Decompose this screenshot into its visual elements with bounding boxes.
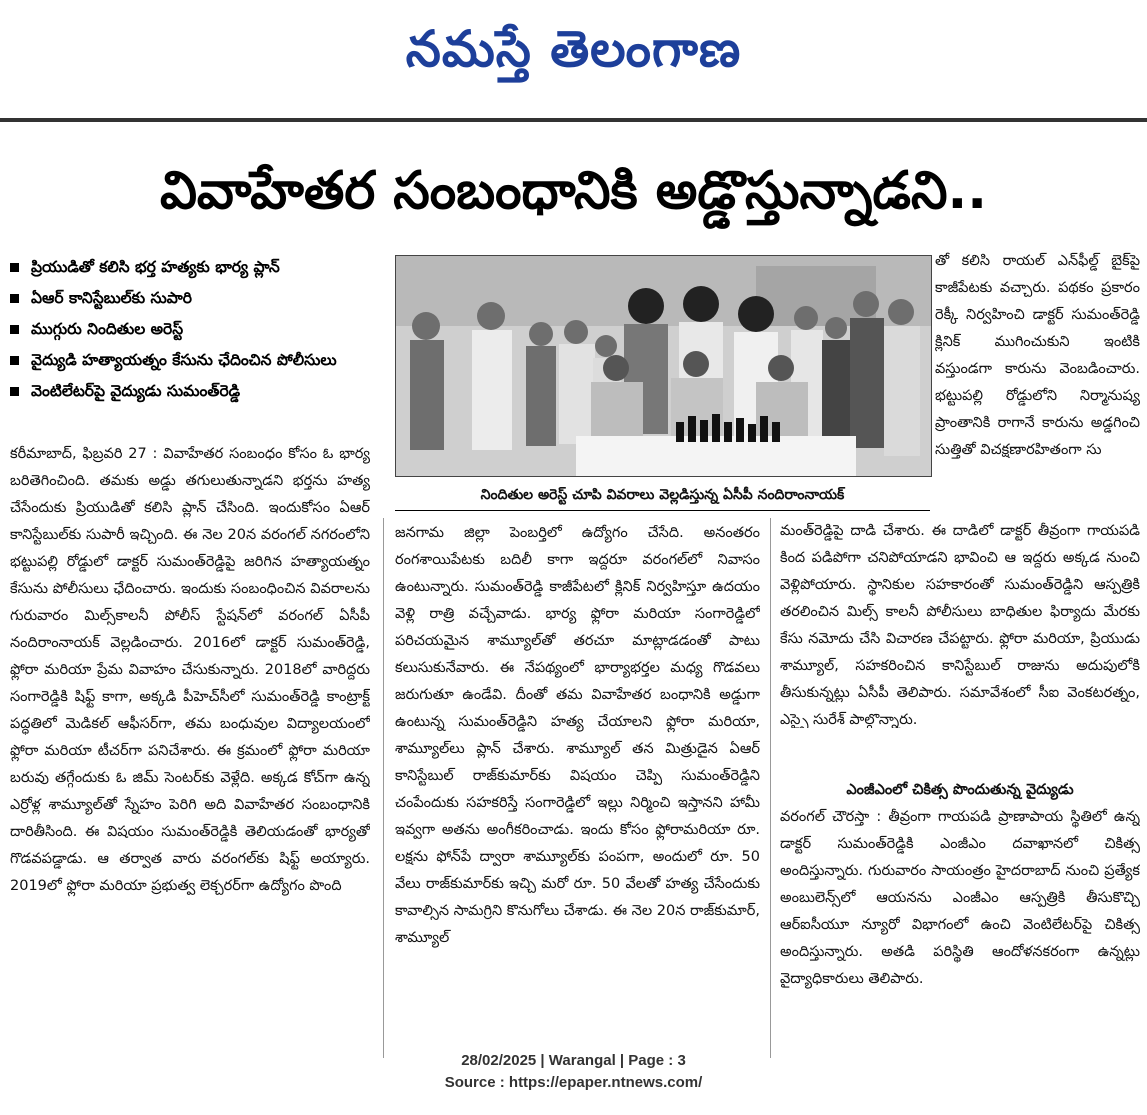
article-column-3	[780, 518, 1140, 728]
headline: వివాహేతర సంబంధానికి అడ్డొస్తున్నాడని..	[159, 161, 988, 221]
bullet-square-icon	[10, 387, 19, 396]
article-column-2	[395, 520, 760, 1060]
bullet-square-icon	[10, 356, 19, 365]
article-paragraph: వరంగల్ చౌరస్తా : తీవ్రంగా గాయపడి ప్రాణాపాయ స్థితిలో ఉన్న డాక్టర్ సుమంత్‌రెడ్డికి ఎంజీఎం దవాఖానలో చికిత్స అందిస్తున్నారు. గురువారం సాయంత్రం హైదరాబాద్ నుంచి ప్రత్యేక అంబులెన్స్‌లో ఆయనను ఎంజీఎం ఆస్పత్రికి తీసుకొచ్చి ఆర్ఐసీయూ న్యూరో విభాగంలో ఉంచి వెంటిలేటర్‌పై చికిత్స అందిస్తున్నారు. అతడి పరిస్థితి ఆందోళనకరంగా ఉన్నట్లు వైద్యాధికారులు తెలిపారు.	[780, 809, 1140, 987]
article-paragraph: మంత్‌రెడ్డిపై దాడి చేశారు. ఈ దాడిలో డాక్టర్ తీవ్రంగా గాయపడి కింద పడిపోగా చనిపోయాడని భావించి ఆ ఇద్దరు అక్కడ నుంచి వెళ్లిపోయారు. స్థానికుల సహకారంతో సుమంత్‌రెడ్డిని ఆస్పత్రికి తరలించిన మిల్స్ కాలనీ పోలీసులు బాధితుల ఫిర్యాదు మేరకు కేసు నమోదు చేసి విచారణ చేపట్టారు. ఫ్లోరా మరియా, ప్రియుడు శామ్యూల్, సహకరించిన కానిస్టేబుల్ రాజును అదుపులోకి తీసుకున్నట్లు ఏసీపీ తెలిపారు. సమావేశంలో సీఐ వెంకటరత్నం, ఎస్సై సురేశ్ పాల్గొన్నారు.	[780, 523, 1140, 728]
highlight-item: ఏఆర్ కానిస్టేబుల్‌కు సుపారి	[10, 283, 390, 314]
highlight-item: వైద్యుడి హత్యాయత్నం కేసును ఛేదించిన పోలీసులు	[10, 345, 390, 376]
column-divider	[383, 518, 384, 1058]
source-link[interactable]: Source : https://epaper.ntnews.com/	[444, 1074, 703, 1091]
press-meet-photo	[396, 256, 931, 476]
news-photo	[395, 255, 932, 477]
newspaper-title: నమస్తే తెలంగాణ	[405, 19, 742, 78]
page-footer	[0, 1050, 1147, 1094]
column-divider	[770, 518, 771, 1058]
highlight-item: ప్రియుడితో కలిసి భర్త హత్యకు భార్య ప్లాన్	[10, 252, 390, 283]
article-paragraph: జనగామ జిల్లా పెంబర్తిలో ఉద్యోగం చేసేది. అనంతరం రంగశాయిపేటకు బదిలీ కాగా ఇద్దరూ వరంగల్‌లో నివాసం ఉంటున్నారు. సుమంత్‌రెడ్డి కాజీపేటలో క్లినిక్ నిర్వహిస్తూ ఉదయం వెళ్లి రాత్రి వచ్చేవాడు. భార్య ఫ్లోరా మరియా సంగారెడ్డిలో పరిచయమైన శామ్యూల్‌తో తరచూ మాట్లాడడంతో పాటు కలుసుకునేవారు. ఈ నేపథ్యంలో భార్యాభర్తల మధ్య గొడవలు జరుగుతూ ఉండేవి. దీంతో తమ వివాహేతర బంధానికి అడ్డుగా ఉంటున్న సుమంత్‌రెడ్డిని హత్య చేయాలని ఫ్లోరా మరియా, శామ్యూల్‌లు ప్లాన్ చేశారు. శామ్యూల్ తన మిత్రుడైన ఏఆర్ కానిస్టేబుల్ రాజ్‌కుమార్‌కు విషయం చెప్పి సుమంత్‌రెడ్డిని చంపేందుకు సహకరిస్తే సంగారెడ్డిలో ఇల్లు నిర్మించి ఇస్తానని హామీ ఇవ్వగా అతను అంగీకరించాడు. ఇందు కోసం ఫ్లోరామరియా రూ. లక్షను ఫోన్‌పే ద్వారా శామ్యూల్‌కు పంపగా, అందులో రూ. 50 వేలు రాజ్‌కుమార్‌కు ఇచ్చి మరో రూ. 50 వేలతో హత్య చేసేందుకు కావాల్సిన సామగ్రిని కొనుగోలు చేశాడు. ఈ నెల 20న రాజ్‌కుమార్, శామ్యూల్	[395, 525, 760, 946]
edition-info: 28/02/2025 | Warangal | Page : 3	[461, 1052, 686, 1069]
article-column-3-sub	[780, 804, 1140, 1054]
highlight-item: ముగ్గురు నిందితుల అరెస్ట్	[10, 314, 390, 345]
article-paragraph: కరీమాబాద్, ఫిబ్రవరి 27 : వివాహేతర సంబంధం కోసం ఓ భార్య బరితెగించింది. తమకు అడ్డు తగులుతున్నాడని భర్తను హత్య చేసేందుకు ప్రియుడితో కలిసి ప్లాన్ చేసింది. ఇందుకోసం ఏఆర్ కానిస్టేబుల్‌కు సుపారీ ఇచ్చింది. ఈ నెల 20న వరంగల్ నగరంలోని భట్టుపల్లి రోడ్డులో డాక్టర్ సుమంత్‌రెడ్డిపై జరిగిన హత్యాయత్నం కేసును పోలీసులు ఛేదించారు. ఇందుకు సంబంధించిన వివరాలను గురువారం మిల్స్‌కాలనీ పోలీస్ స్టేషన్‌లో వరంగల్ ఏసీపీ నందిరాంనాయక్ వెల్లడించారు. 2016లో డాక్టర్ సుమంత్‌రెడ్డి, ఫ్లోరా మరియా ప్రేమ వివాహం చేసుకున్నారు. 2018లో వారిద్దరు సంగారెడ్డికి షిఫ్ట్ కాగా, అక్కడి పీహెచ్‌సీలో సుమంత్‌రెడ్డి కాంట్రాక్ట్ పద్ధతిలో మెడికల్ ఆఫీసర్‌గా, తమ బంధువుల విద్యాలయంలో ఫ్లోరా మరియా టీచర్‌గా పనిచేశారు. ఈ క్రమంలో ఫ్లోరా మరియా బరువు తగ్గేందుకు ఓ జిమ్ సెంటర్‌కు వెళ్లేది. అక్కడ కోచ్‌గా ఉన్న ఎర్రోళ్ల శామ్యూల్‌తో స్నేహం పెరిగి అది వివాహేతర సంబంధానికి దారితీసింది. ఈ విషయం సుమంత్‌రెడ్డికి తెలియడంతో భార్యతో గొడవపడ్డాడు. ఆ తర్వాత వారు వరంగల్‌కు షిఫ్ట్ అయ్యారు. 2019లో ఫ్లోరా మరియా ప్రభుత్వ లెక్చరర్‌గా ఉద్యోగం పొంది	[10, 446, 370, 894]
article-column-1	[10, 441, 370, 1058]
masthead	[0, 0, 1147, 110]
highlights-list	[10, 252, 390, 407]
highlight-item: వెంటిలేటర్‌పై వైద్యుడు సుమంత్‌రెడ్డి	[10, 376, 390, 407]
bullet-square-icon	[10, 294, 19, 303]
photo-caption: నిందితుల అరెస్ట్ చూపి వివరాలు వెల్లడిస్తున్న ఏసీపీ నందిరాంనాయక్	[395, 480, 930, 511]
sub-headline: ఎంజీఎంలో చికిత్స పొందుతున్న వైద్యుడు	[846, 782, 1074, 798]
bullet-square-icon	[10, 325, 19, 334]
article-paragraph: తో కలిసి రాయల్ ఎన్‌ఫీల్డ్ బైక్‌పై కాజీపేటకు వచ్చారు. పథకం ప్రకారం రెక్కీ నిర్వహించి డాక్టర్ సుమంత్‌రెడ్డి క్లినిక్ ముగించుకుని ఇంటికి వస్తుండగా కారును వెంబడించారు. భట్టుపల్లి రోడ్డులోని నిర్మానుష్య ప్రాంతానికి రాగానే కారును అడ్డగించి సుత్తితో విచక్షణారహితంగా సు	[935, 253, 1140, 458]
masthead-rule	[0, 118, 1147, 122]
article-column-3-top	[935, 248, 1140, 516]
bullet-square-icon	[10, 263, 19, 272]
